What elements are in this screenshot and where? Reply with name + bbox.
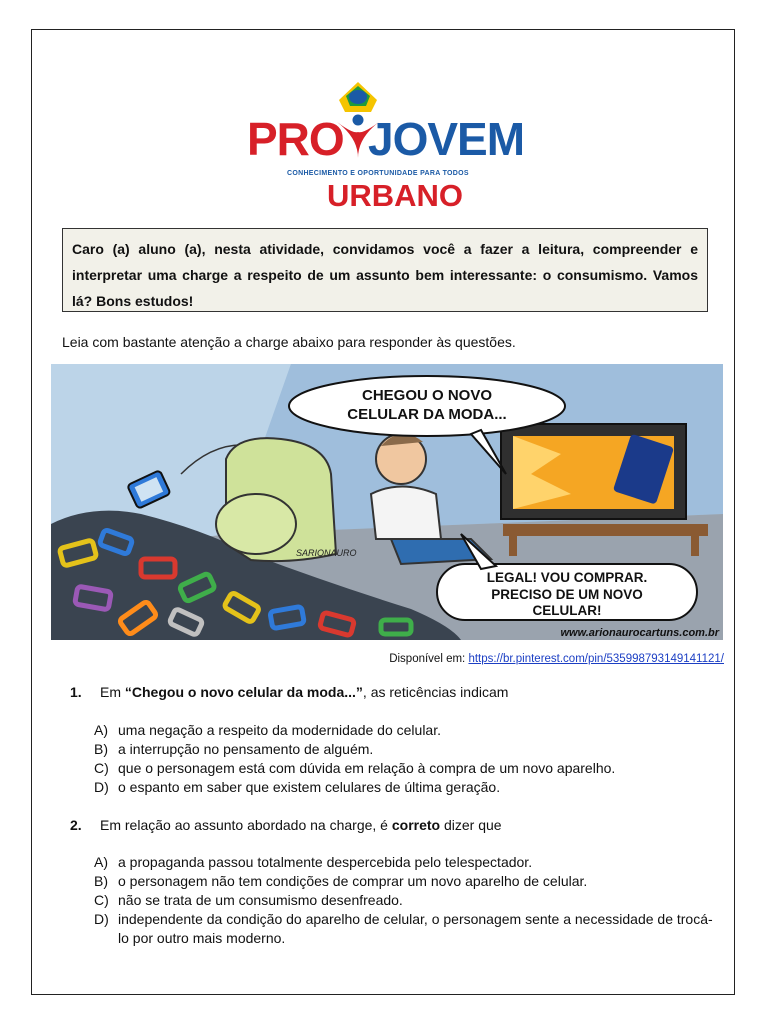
option-text: o espanto em saber que existem celulares de última geração. [118,779,501,795]
option-letter: C) [94,892,109,908]
question-2 [70,817,502,833]
option-c[interactable] [94,891,714,910]
question-suffix: dizer que [440,817,502,833]
cartoon-image [51,364,723,640]
question-prefix: Em [100,684,125,700]
option-letter: A) [94,722,108,738]
instruction-text: Leia com bastante atenção a charge abaixo para responder às questões. [62,334,516,350]
option-text: a propaganda passou totalmente despercebida pelo telespectador. [118,854,533,870]
question-1 [70,684,508,700]
logo-urbano-text: URBANO [327,178,464,213]
option-a[interactable] [94,853,714,872]
option-text: o personagem não tem condições de comprar um novo aparelho de celular. [118,873,588,889]
sofa [216,438,336,561]
question-keyword: correto [391,817,441,833]
option-c[interactable] [94,759,714,778]
question-number: 1. [70,684,82,700]
question-1-options [94,721,714,797]
logo-jovem-text: JOVEM [368,113,525,165]
option-letter: D) [94,779,109,795]
option-d[interactable] [94,910,714,948]
cartoon-signature: SARIONAURO [296,548,357,558]
option-letter: C) [94,760,109,776]
option-a[interactable] [94,721,714,740]
option-b[interactable] [94,740,714,759]
option-letter: B) [94,873,108,889]
source-line [389,653,724,665]
option-text: não se trata de um consumismo desenfreado. [118,892,403,908]
option-d[interactable] [94,778,714,797]
projovem-logo [247,78,527,218]
option-b[interactable] [94,872,714,891]
question-2-options [94,853,714,948]
intro-box: Caro (a) aluno (a), nesta atividade, convidamos você a fazer a leitura, compreender e interpretar uma charge a respeito de um assunto bem interessante: o consumismo. Vamos lá? Bons estudos! [62,228,708,312]
option-text: a interrupção no pensamento de alguém. [118,741,374,757]
bubble-top-line-1: CHEGOU O NOVO [361,387,493,404]
cartoon-website: www.arionaurocartuns.com.br [560,627,719,639]
bubble-bottom-line-3: CELULAR! [532,603,602,618]
bubble-top-line-2: CELULAR DA MODA... [347,406,507,423]
source-link[interactable]: https://br.pinterest.com/pin/535998793149141121/ [468,653,724,665]
option-text: independente da condição do aparelho de celular, o personagem sente a necessidade de trocá-lo por outro mais moderno. [118,911,713,946]
option-text: que o personagem está com dúvida em relação à compra de um novo aparelho. [118,760,616,776]
question-suffix: , as reticências indicam [362,684,509,700]
logo-pro-text: PRO [247,113,344,165]
source-label: Disponível em: [389,653,469,665]
option-text: uma negação a respeito da modernidade do celular. [118,722,441,738]
question-prefix: Em relação ao assunto abordado na charge, é [100,817,392,833]
option-letter: B) [94,741,108,757]
option-letter: D) [94,911,109,927]
question-quote: “Chegou o novo celular da moda...” [124,684,363,700]
question-number: 2. [70,817,82,833]
logo-tagline: CONHECIMENTO E OPORTUNIDADE PARA TODOS [287,170,469,177]
bubble-bottom-line-2: PRECISO DE UM NOVO [491,587,643,602]
bubble-bottom-line-1: LEGAL! VOU COMPRAR. [486,570,648,585]
option-letter: A) [94,854,108,870]
